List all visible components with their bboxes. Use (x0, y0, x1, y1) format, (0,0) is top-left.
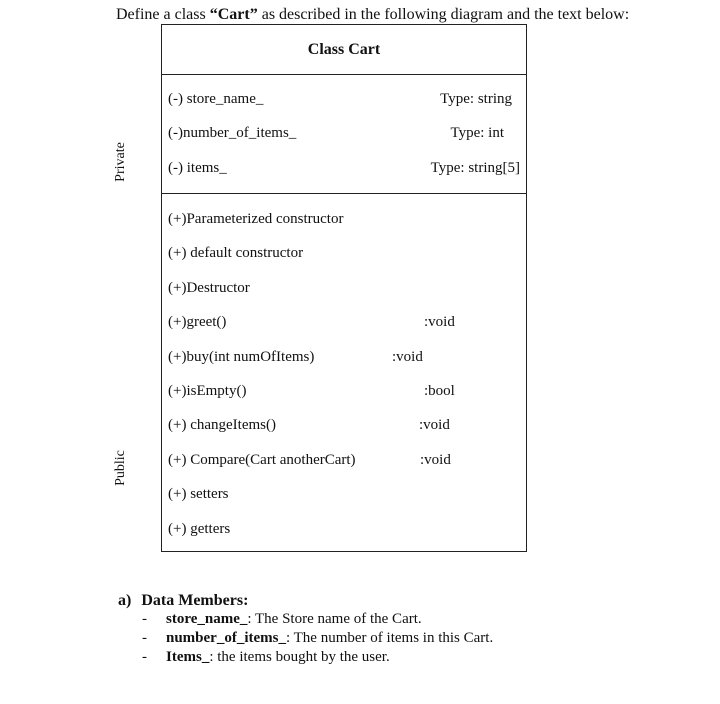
attribute-name: (-)number_of_items_ (168, 125, 297, 141)
member-term: Items_ (166, 649, 210, 665)
operation-row (168, 280, 520, 300)
intro-class-name: “Cart” (209, 6, 258, 23)
operation-row (168, 521, 520, 541)
operation-row (168, 245, 520, 265)
operation-row (168, 383, 520, 403)
section-a-heading (118, 592, 248, 610)
list-item (142, 648, 493, 667)
member-desc: : The number of items in this Cart. (286, 630, 494, 646)
data-members-list (142, 610, 493, 667)
operation-name: (+)greet() (168, 314, 227, 330)
operation-row (168, 211, 520, 231)
operation-name: (+) setters (168, 486, 229, 502)
attribute-name: (-) items_ (168, 160, 227, 176)
operation-row (168, 452, 520, 472)
uml-class-box (161, 24, 527, 552)
member-term: store_name_ (166, 611, 248, 627)
operation-name: (+)Parameterized constructor (168, 211, 344, 227)
member-desc: : the items bought by the user. (209, 649, 390, 665)
public-side-label: Public (113, 450, 128, 486)
intro-text (116, 6, 629, 24)
section-a-title: Data Members: (141, 592, 249, 609)
operation-name: (+)buy(int numOfItems) (168, 349, 315, 365)
operation-row (168, 349, 520, 369)
operation-row (168, 417, 520, 437)
uml-class-title: Class Cart (162, 25, 526, 75)
operation-name: (+)isEmpty() (168, 383, 247, 399)
operation-row (168, 486, 520, 506)
operation-name: (+) default constructor (168, 245, 304, 261)
intro-suffix: as described in the following diagram and the text below: (257, 6, 630, 23)
intro-prefix: Define a class (116, 6, 210, 23)
operation-name: (+) Compare(Cart anotherCart) (168, 452, 356, 468)
operation-return-type: :void (420, 452, 451, 468)
operation-name: (+) changeItems() (168, 417, 276, 433)
operation-name: (+) getters (168, 521, 231, 537)
bullet-dash: - (142, 649, 147, 665)
list-item (142, 610, 493, 629)
attribute-row-number-of-items (168, 125, 520, 145)
attribute-type: Type: string[5] (430, 160, 520, 176)
attribute-row-items (168, 160, 520, 180)
attribute-type: Type: string (440, 91, 512, 107)
bullet-dash: - (142, 611, 147, 627)
operation-return-type: :void (424, 314, 455, 330)
member-term: number_of_items_ (166, 630, 286, 646)
uml-attributes-section (162, 75, 526, 194)
section-a-label: a) (118, 592, 132, 609)
operation-name: (+)Destructor (168, 280, 250, 296)
list-item (142, 629, 493, 648)
operation-row (168, 314, 520, 334)
attribute-type: Type: int (450, 125, 504, 141)
uml-operations-section (162, 194, 526, 551)
operation-return-type: :void (419, 417, 450, 433)
operation-return-type: :void (392, 349, 423, 365)
bullet-dash: - (142, 630, 147, 646)
private-side-label: Private (113, 142, 128, 182)
attribute-name: (-) store_name_ (168, 91, 264, 107)
member-desc: : The Store name of the Cart. (247, 611, 422, 627)
operation-return-type: :bool (424, 383, 455, 399)
attribute-row-store-name (168, 91, 520, 111)
